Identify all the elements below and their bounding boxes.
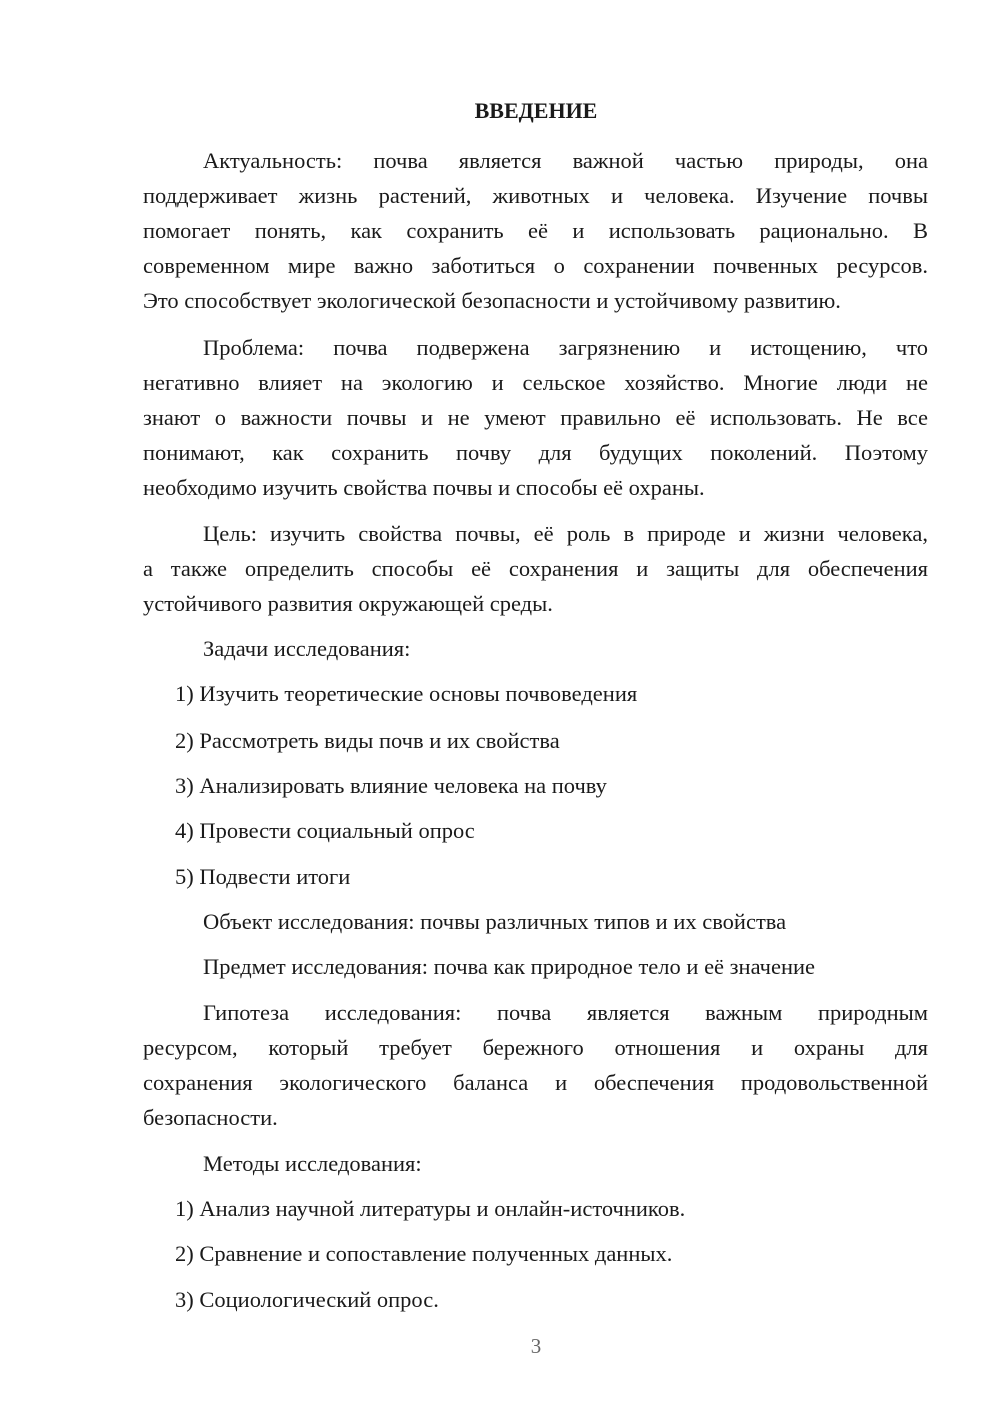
paragraph-line: Актуальность: почва является важной частью природы, она: [203, 148, 928, 173]
paragraph-line: Предмет исследования: почва как природное тело и её значение: [203, 954, 816, 979]
paragraph-line: Задачи исследования:: [203, 636, 411, 661]
paragraph-line: понимают, как сохранить почву для будущих поколений. Поэтому: [143, 440, 928, 465]
paragraph-line: помогает понять, как сохранить её и использовать рационально. В: [143, 218, 928, 243]
paragraph-line: Проблема: почва подвержена загрязнению и истощению, что: [203, 335, 928, 360]
list-item: 1) Анализ научной литературы и онлайн-источников.: [175, 1196, 686, 1221]
paragraph-line: необходимо изучить свойства почвы и способы её охраны.: [143, 475, 705, 500]
paragraph-line: знают о важности почвы и не умеют правильно её использовать. Не все: [143, 405, 928, 430]
page-number: 3: [530, 1334, 542, 1358]
paragraph-line: современном мире важно заботиться о сохранении почвенных ресурсов.: [143, 253, 928, 278]
paragraph-line: Это способствует экологической безопасности и устойчивому развитию.: [143, 288, 841, 313]
paragraph-line: устойчивого развития окружающей среды.: [143, 591, 553, 616]
list-item: 3) Социологический опрос.: [175, 1287, 439, 1312]
list-item: 3) Анализировать влияние человека на почву: [175, 773, 607, 798]
paragraph-line: Цель: изучить свойства почвы, её роль в природе и жизни человека,: [203, 521, 928, 546]
list-item: 2) Сравнение и сопоставление полученных данных.: [175, 1241, 673, 1266]
paragraph-line: Гипотеза исследования: почва является важным природным: [203, 1000, 928, 1025]
list-item: 2) Рассмотреть виды почв и их свойства: [175, 728, 560, 753]
paragraph-line: безопасности.: [143, 1105, 278, 1130]
paragraph-line: ресурсом, который требует бережного отношения и охраны для: [143, 1035, 928, 1060]
paragraph-line: Методы исследования:: [203, 1151, 422, 1176]
page-title: ВВЕДЕНИЕ: [474, 98, 598, 123]
paragraph-line: Объект исследования: почвы различных типов и их свойства: [203, 909, 787, 934]
paragraph-line: негативно влияет на экологию и сельское хозяйство. Многие люди не: [143, 370, 928, 395]
paragraph-line: поддерживает жизнь растений, животных и человека. Изучение почвы: [143, 183, 928, 208]
paragraph-line: а также определить способы её сохранения и защиты для обеспечения: [143, 556, 928, 581]
list-item: 5) Подвести итоги: [175, 864, 351, 889]
list-item: 1) Изучить теоретические основы почвоведения: [175, 681, 638, 706]
list-item: 4) Провести социальный опрос: [175, 818, 475, 843]
paragraph-line: сохранения экологического баланса и обеспечения продовольственной: [143, 1070, 928, 1095]
